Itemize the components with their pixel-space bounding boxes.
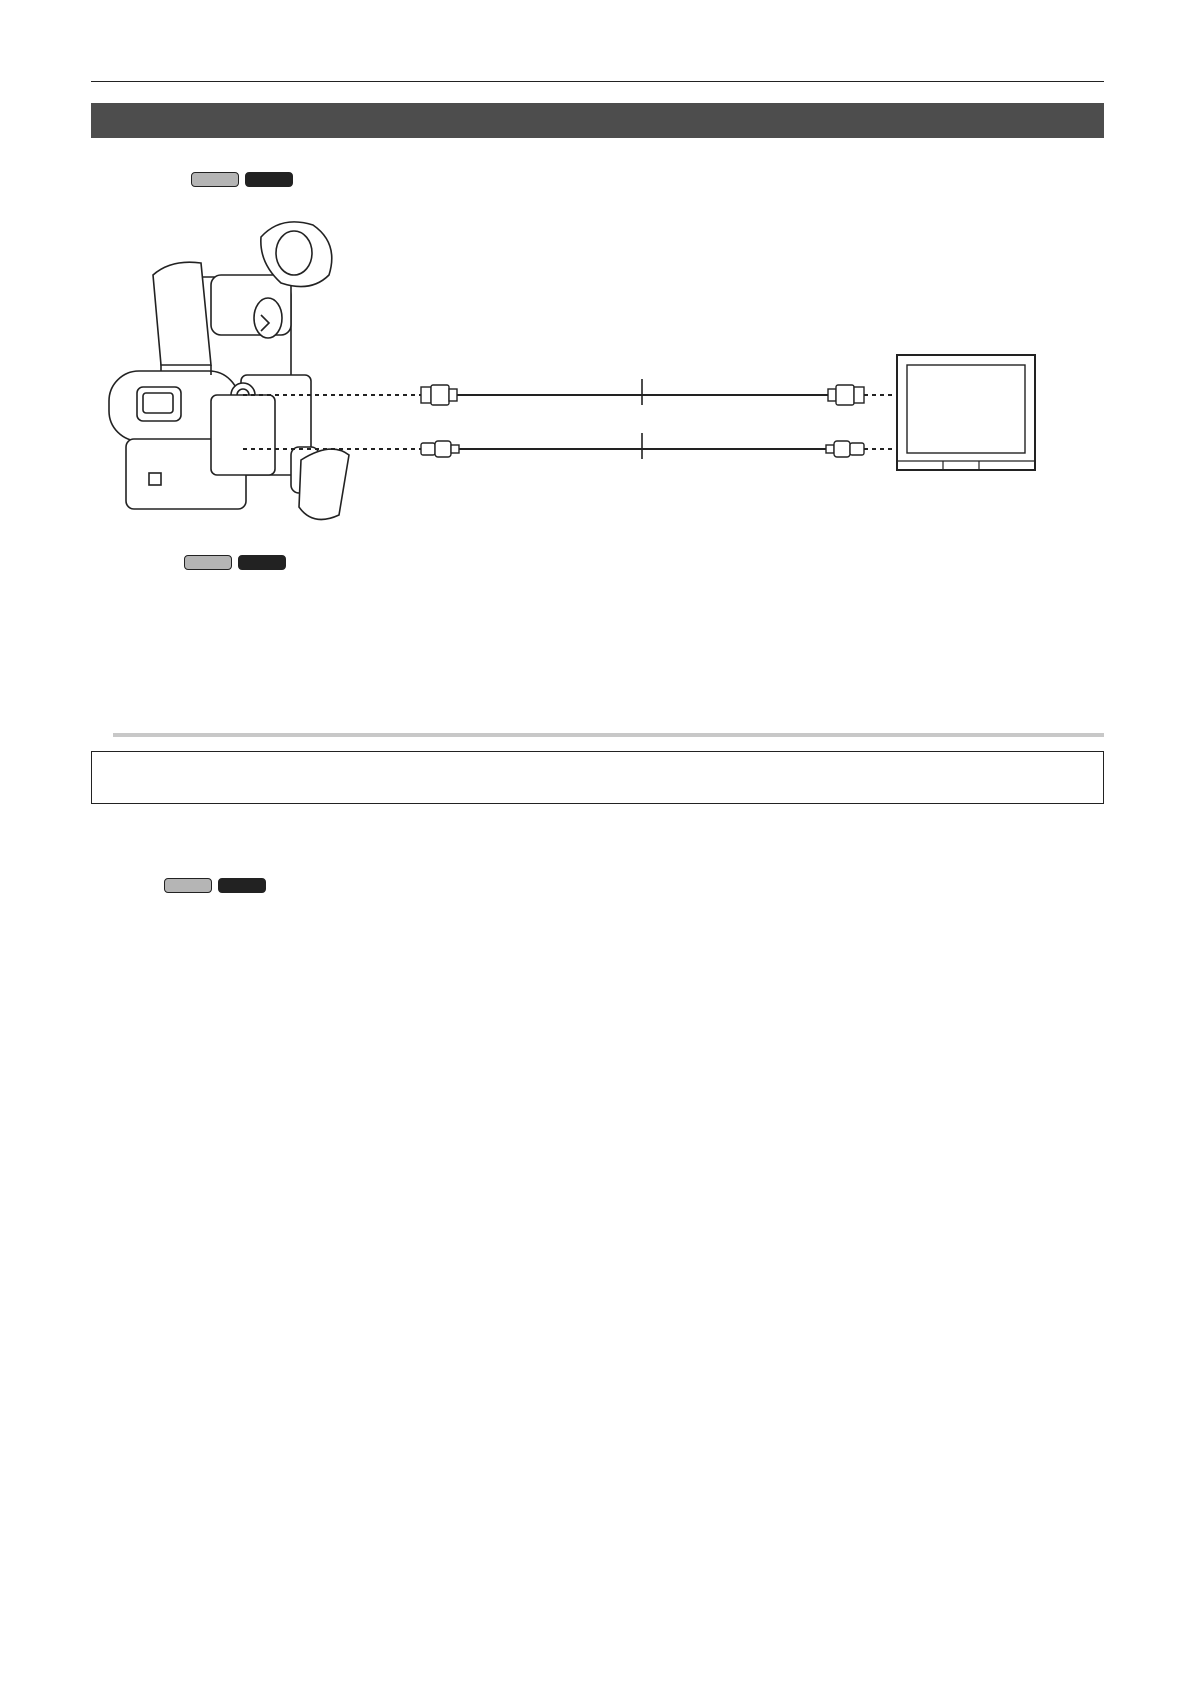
model-badge-black (218, 878, 266, 893)
bnc-connector-icon (421, 385, 457, 405)
connection-diagram (91, 215, 1104, 535)
top-rule (91, 81, 1104, 82)
model-badge-gray (164, 878, 212, 893)
model-badge-pair-3 (164, 878, 266, 894)
model-badge-pair-1 (191, 172, 293, 188)
section-header-bar (91, 103, 1104, 138)
model-badge-black (238, 555, 286, 570)
gray-divider (113, 733, 1104, 737)
monitor-icon (897, 355, 1035, 470)
note-text (92, 770, 104, 786)
note-box (91, 751, 1104, 804)
model-badge-gray (191, 172, 239, 187)
model-badge-gray (184, 555, 232, 570)
hdmi-connector-icon (826, 441, 864, 457)
model-badge-pair-2 (184, 555, 286, 571)
camcorder-icon (109, 222, 349, 520)
bnc-connector-icon (828, 385, 864, 405)
hdmi-connector-icon (421, 441, 459, 457)
section-title (91, 110, 103, 130)
sdi-cable (243, 379, 897, 405)
model-badge-black (245, 172, 293, 187)
